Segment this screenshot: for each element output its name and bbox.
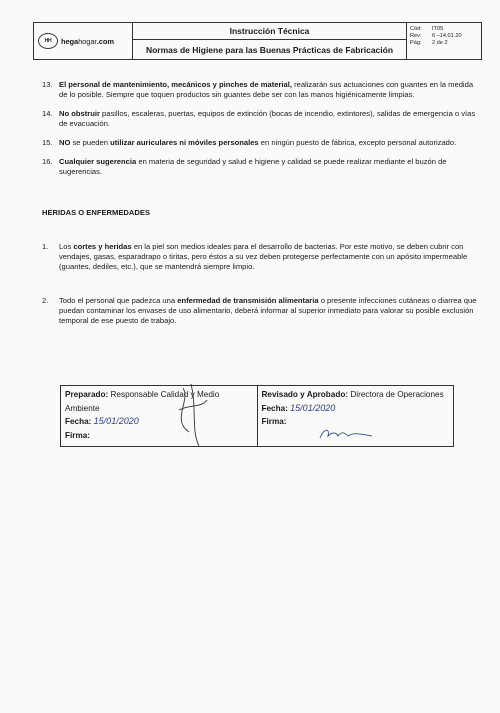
document-meta [407,23,481,59]
approved-date: Fecha: 15/01/2020 [261,402,336,413]
handwritten-date: 15/01/2020 [93,416,139,426]
approved-by: Revisado y Aprobado: Directora de Operaciones [261,390,444,399]
list-item: 2. Todo el personal que padezca una enfermedad de transmisión alimentaria o presente infecciones cutáneas o diarrea que puedan contaminar los envases de uso alimentario, deberá informar al superior inmediato para valorar su posible exclusión temporal de ese puesto de trabajo. [42,296,477,325]
meta-revision: Rev: 6 –14.01.20 [410,33,462,40]
rules-list [42,80,482,186]
list-item: 13. El personal de mantenimiento, mecánicos y pinches de material, realizarán sus actuaciones con guantes en la medida de lo posible. Siempre que toquen productos sin guantes debe ser con las manos higiénicamente limpias. [42,80,474,99]
prepared-signature-label: Firma: [65,430,91,440]
logo-text: hegahogar.com [61,36,114,46]
approved-signature-label: Firma: [261,417,287,426]
list-item: 1. Los cortes y heridas en la piel son medios ideales para el desarrollo de bacterias. Por este motivo, se deben cubrir con vendajes, gasas, esparadrapo o tiritas, pero éstos a su vez deben protegerse perfectamente con un apósito impermeable (guantes, dediles, etc.), que se mantendrá siempre limpio. [42,242,468,271]
section-heading: HERIDAS O ENFERMEDADES [42,208,151,217]
document-title: Normas de Higiene para las Buenas Prácticas de Fabricación [145,44,394,55]
prepared-by: Preparado: Responsable Calidad y Medio Ambiente [65,390,220,413]
list-item: 16. Cualquier sugerencia en materia de seguridad y salud e higiene y calidad se puede realizar mediante el buzón de sugerencias. [42,157,447,176]
meta-code: Cód: IT05 [410,26,444,32]
approved-by-column [257,386,454,446]
document-type: Instrucción Técnica [133,23,406,40]
handwritten-signature-icon [316,426,376,444]
prepared-by-column [61,386,257,446]
logo-badge-icon: HH [38,33,58,49]
header-title-block [133,23,407,59]
prepared-date: Fecha: 15/01/2020 [65,416,139,426]
company-logo [34,23,133,59]
meta-page: Pág: 2 de 2 [410,40,448,47]
handwritten-date: 15/01/2020 [290,402,336,413]
document-header [33,22,482,60]
list-item: 15. NO se pueden utilizar auriculares ni móviles personales en ningún puesto de fábrica, excepto personal autorizado. [42,138,457,147]
injuries-list [42,242,482,350]
list-item: 14. No obstruir pasillos, escaleras, puertas, equipos de extinción (bocas de incendio, extintores), salidas de emergencia o vías de evacuación. [42,109,476,128]
signature-box [60,385,454,447]
